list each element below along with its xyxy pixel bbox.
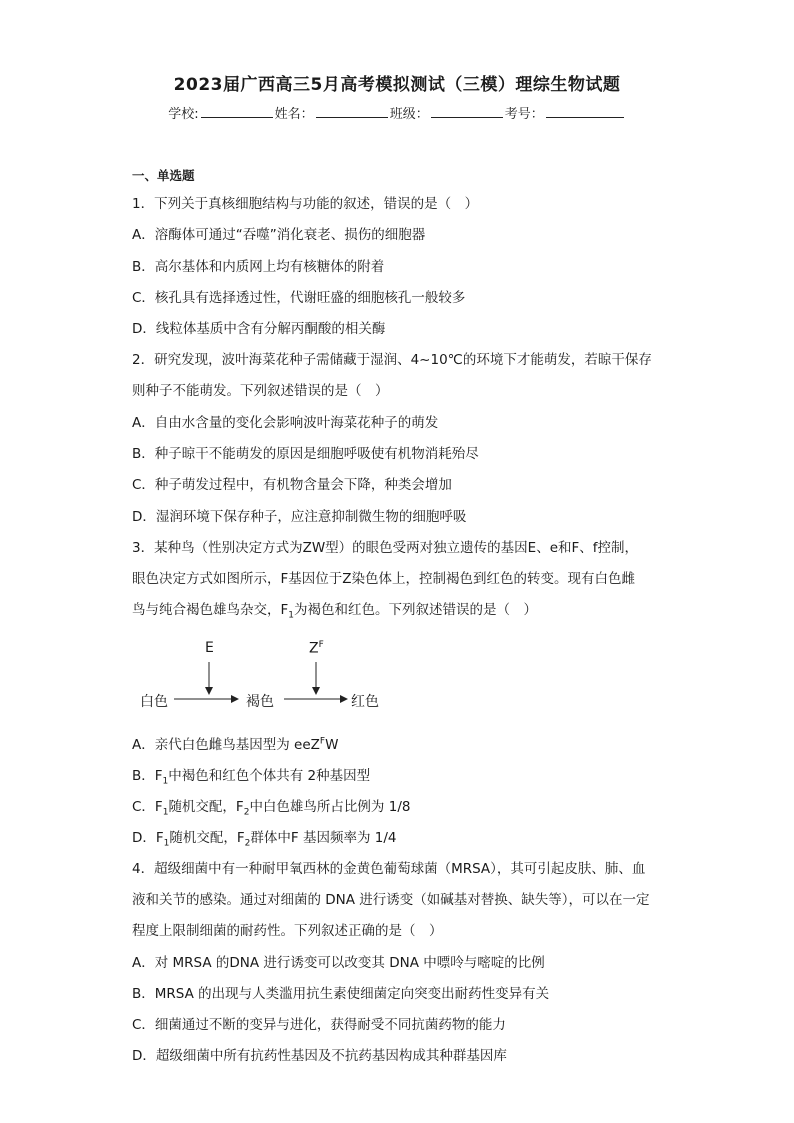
class-label: 班级： bbox=[389, 107, 429, 122]
gene-e-label: E bbox=[205, 640, 214, 656]
white-label: 白色 bbox=[140, 694, 168, 710]
q2-stem-line1: 2．研究发现，波叶海菜花种子需储藏于湿润、4~10℃的环境下才能萌发，若晾干保存 bbox=[132, 352, 652, 368]
q3-option-b: B．$F_1$中褐色和红色个体共有 2种基因型 bbox=[132, 768, 371, 787]
school-blank[interactable] bbox=[201, 105, 273, 118]
q3-option-a: A．亲代白色雌鸟基因型为 eeZ$^F$W bbox=[132, 736, 339, 753]
q3-option-c: C．$F_1$随机交配，$F_2$中白色雄鸟所占比例为 1/8 bbox=[132, 799, 411, 818]
q1-option-b: B．高尔基体和内质网上均有核糖体的附着 bbox=[132, 259, 385, 275]
exam-title: 2023届广西高三5月高考模拟测试（三模）理综生物试题 bbox=[173, 75, 621, 95]
q4-option-b: B．MRSA 的出现与人类滥用抗生素使细菌定向突变出耐药性变异有关 bbox=[132, 986, 550, 1002]
name-blank[interactable] bbox=[316, 105, 388, 118]
section-heading: 一、单选题 bbox=[132, 168, 195, 183]
q3-stem-line1: 3．某种鸟（性别决定方式为ZW型）的眼色受两对独立遗传的基因E、e和F、f控制， bbox=[132, 540, 639, 556]
red-label: 红色 bbox=[351, 694, 379, 710]
school-label: 学校: bbox=[168, 107, 199, 122]
q1-option-a: A．溶酶体可通过“吞噬”消化衰老、损伤的细胞器 bbox=[132, 227, 426, 243]
q4-stem-line2: 液和关节的感染。通过对细菌的 DNA 进行诱变（如碱基对替换、缺失等），可以在一定 bbox=[132, 892, 650, 908]
q2-option-a: A．自由水含量的变化会影响波叶海菜花种子的萌发 bbox=[132, 415, 439, 431]
q4-option-c: C．细菌通过不断的变异与进化，获得耐受不同抗菌药物的能力 bbox=[132, 1017, 506, 1033]
q2-option-d: D．湿润环境下保存种子，应注意抑制微生物的细胞呼吸 bbox=[132, 509, 467, 525]
name-label: 姓名： bbox=[274, 107, 314, 122]
q1-stem: 1．下列关于真核细胞结构与功能的叙述，错误的是（ ） bbox=[132, 196, 479, 212]
gene-zf-label: $Z^F$ bbox=[309, 640, 324, 657]
q4-stem-line1: 4．超级细菌中有一种耐甲氧西林的金黄色葡萄球菌（MRSA），其可引起皮肤、肺、血 bbox=[132, 861, 646, 877]
q2-option-b: B．种子晾干不能萌发的原因是细胞呼吸使有机物消耗殆尽 bbox=[132, 446, 479, 462]
class-blank[interactable] bbox=[431, 105, 503, 118]
q2-stem-line2: 则种子不能萌发。下列叙述错误的是（ ） bbox=[132, 383, 389, 399]
student-info-line bbox=[0, 103, 794, 122]
q1-option-c: C．核孔具有选择透过性，代谢旺盛的细胞核孔一般较多 bbox=[132, 290, 466, 306]
q3-option-d: D．$F_1$随机交配，$F_2$群体中F 基因频率为 1/4 bbox=[132, 830, 397, 849]
q4-option-a: A．对 MRSA 的DNA 进行诱变可以改变其 DNA 中嘌呤与嘧啶的比例 bbox=[132, 955, 545, 971]
q4-stem-line3: 程度上限制细菌的耐药性。下列叙述正确的是（ ） bbox=[132, 923, 443, 939]
brown-label: 褐色 bbox=[246, 694, 274, 710]
q2-option-c: C．种子萌发过程中，有机物含量会下降，种类会增加 bbox=[132, 477, 452, 493]
q1-option-d: D．线粒体基质中含有分解丙酮酸的相关酶 bbox=[132, 321, 386, 337]
q4-option-d: D．超级细菌中所有抗药性基因及不抗药基因构成其种群基因库 bbox=[132, 1048, 507, 1064]
q3-stem-line3: 鸟与纯合褐色雄鸟杂交，$F_1$为褐色和红色。下列叙述错误的是（ ） bbox=[132, 602, 537, 621]
exam-no-blank[interactable] bbox=[546, 105, 624, 118]
q3-stem-line2: 眼色决定方式如图所示，F基因位于Z染色体上，控制褐色到红色的转变。现有白色雌 bbox=[132, 571, 636, 587]
exam-no-label: 考号： bbox=[504, 107, 544, 122]
eye-color-pathway-diagram bbox=[132, 636, 402, 716]
